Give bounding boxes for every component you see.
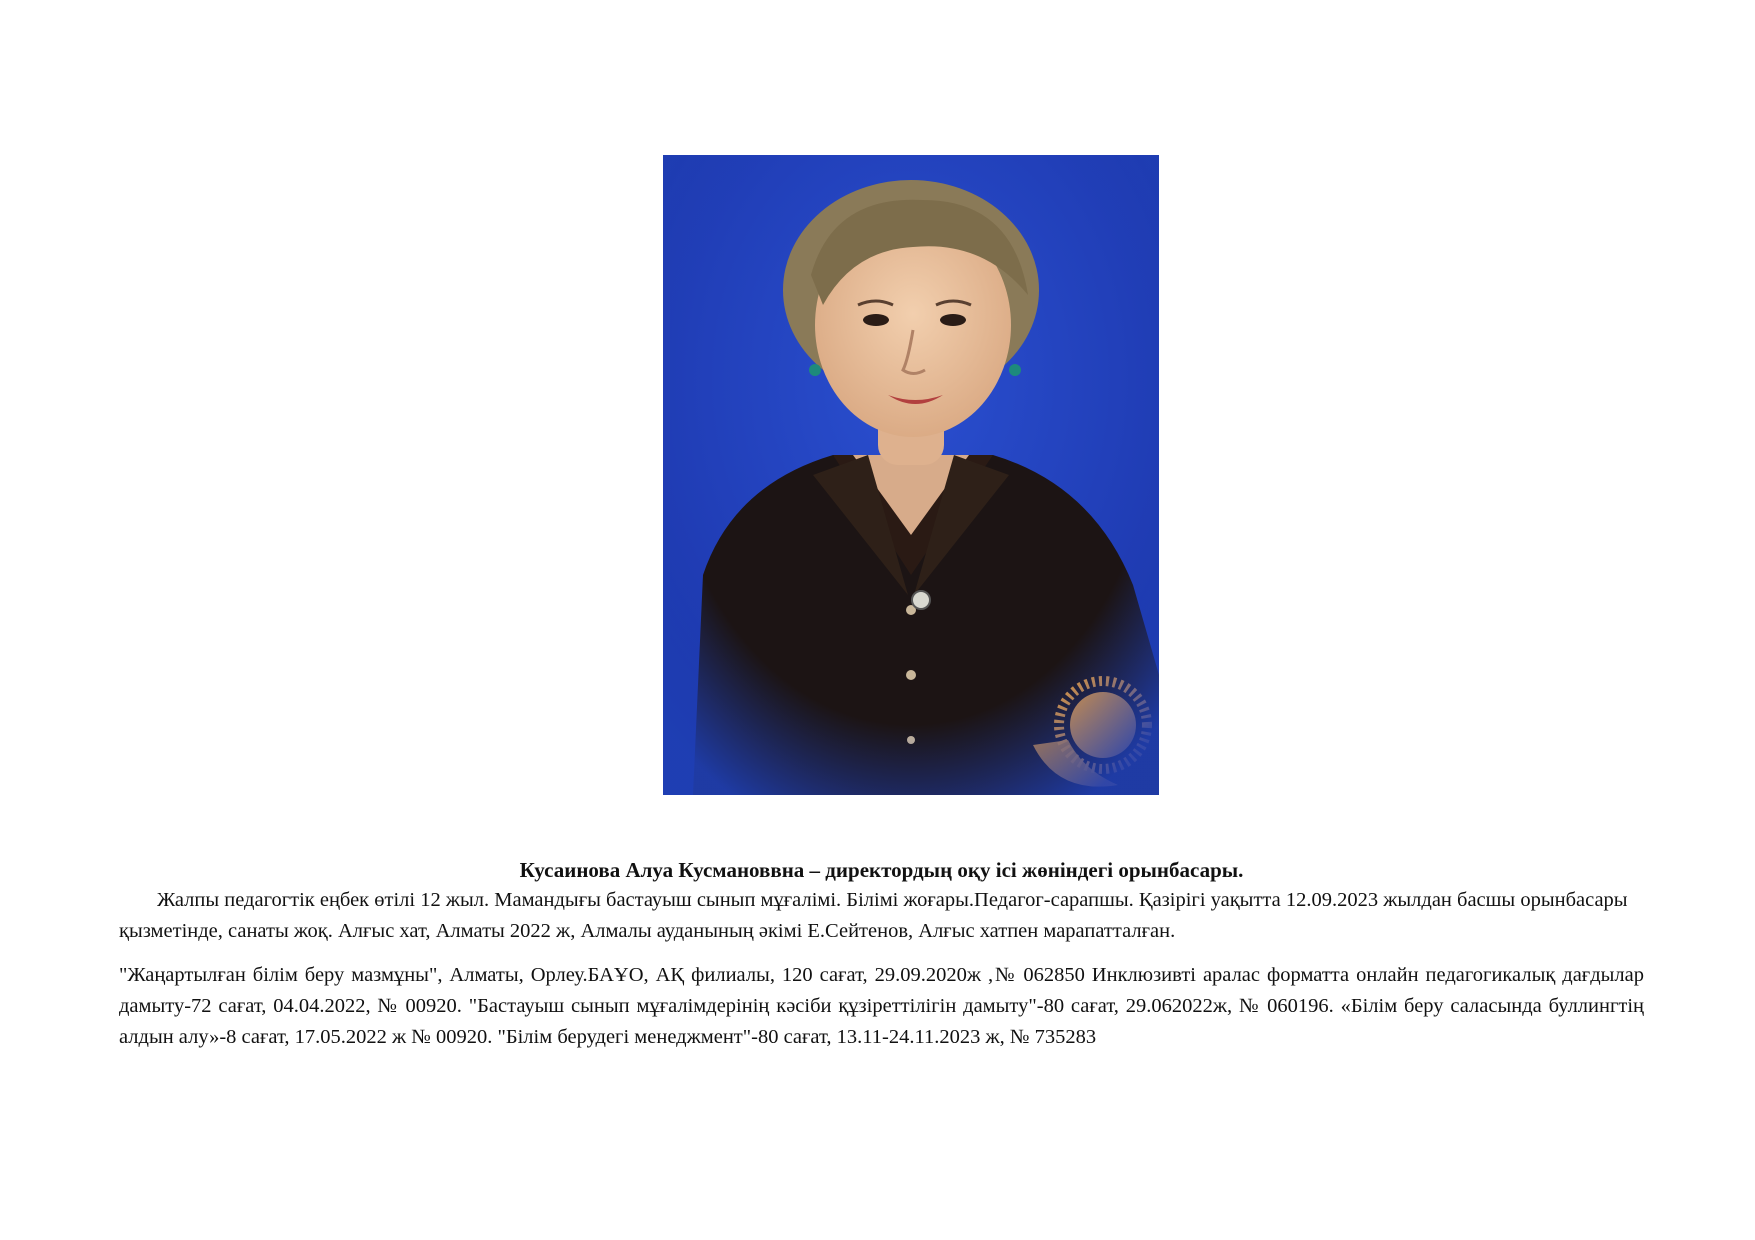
profile-bio: Жалпы педагогтік еңбек өтілі 12 жыл. Мамандығы бастауыш сынып мұғалімі. Білімі жоғары.Педагог-сарапшы. Қазірігі уақытта 12.09.2023 жылдан басшы орынбасары қызметінде, санаты жоқ. Алғыс хат, Алматы 2022 ж, Алмалы ауданының әкімі Е.Сейтенов, Алғыс хатпен марапатталған. <box>119 889 1628 942</box>
profile-heading: Кусаинова Алуа Кусмановвна – директордың оқу ісі жөніндегі орынбасары. <box>519 858 1244 882</box>
profile-courses: "Жаңартылған білім беру мазмұны", Алматы, Орлеу.БАҰО, АҚ филиалы, 120 сағат, 29.09.2020ж ,№ 062850 Инклюзивті аралас форматта онлайн педагогикалық дағдылар дамыту-72 сағат, 04.04.2022, № 00920. "Бастауыш сынып мұғалімдерінің кәсіби құзіреттілігін дамыту"-80 сағат, 29.062022ж, № 060196. «Білім беру саласында буллингтің алдын алу»-8 сағат, 17.05.2022 ж № 00920. "Білім берудегі менеджмент"-80 сағат, 13.11-24.11.2023 ж, № 735283 <box>119 964 1644 1048</box>
portrait-illustration <box>663 155 1159 795</box>
profile-caption <box>119 855 1644 1053</box>
portrait-photo <box>663 155 1159 795</box>
